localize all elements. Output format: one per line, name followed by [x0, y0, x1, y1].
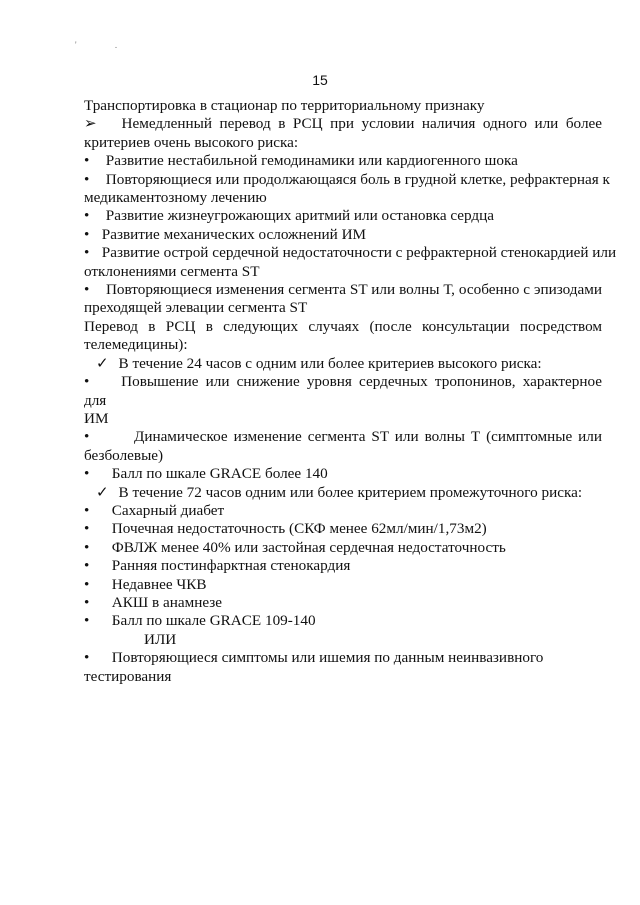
- list-item: [84, 520, 602, 538]
- bullet-icon: •: [84, 373, 90, 391]
- bullet-icon: •: [84, 244, 90, 262]
- bullet-icon: •: [84, 207, 90, 225]
- list-item-text: АКШ в анамнезе: [111, 593, 222, 611]
- list-item: [84, 152, 602, 170]
- list-item-continuation: медикаментозному лечению: [84, 189, 267, 207]
- list-item-text: Немедленный перевод в РСЦ при условии наличия одного или более: [121, 115, 602, 133]
- list-item: [84, 281, 602, 299]
- or-separator: ИЛИ: [144, 630, 177, 648]
- list-item-text: Повышение или снижение уровня сердечных тропонинов, характерное для: [84, 373, 603, 409]
- list-item-text: Почечная недостаточность (СКФ менее 62мл/мин/1,73м2): [111, 520, 487, 538]
- bullet-icon: •: [84, 575, 90, 593]
- subsection-text: В течение 24 часов с одним или более критериев высокого риска:: [118, 354, 542, 372]
- bullet-icon: •: [84, 612, 90, 630]
- bullet-icon: •: [84, 152, 90, 170]
- bullet-icon: •: [84, 649, 90, 667]
- bullet-icon: •: [84, 170, 90, 188]
- list-item-text: Развитие острой сердечной недостаточности с рефрактерной стенокардией или: [101, 244, 617, 262]
- list-item: [84, 465, 602, 483]
- page-body: [84, 97, 617, 686]
- list-item: [84, 226, 602, 244]
- scan-speck: ' .: [75, 40, 136, 50]
- list-item-text: Балл по шкале GRACE 109-140: [111, 612, 316, 630]
- list-item: [84, 539, 602, 557]
- list-item-continuation: ИМ: [84, 409, 109, 427]
- bullet-icon: •: [84, 501, 90, 519]
- list-item: [84, 502, 602, 520]
- list-item-text: Ранняя постинфарктная стенокардия: [111, 557, 351, 575]
- subsection-item: [84, 484, 602, 502]
- list-item-text: Развитие жизнеугрожающих аритмий или остановка сердца: [105, 207, 495, 225]
- list-item-text: Сахарный диабет: [111, 501, 225, 519]
- list-item: [84, 576, 602, 594]
- list-item: [84, 373, 602, 410]
- list-item: [84, 594, 602, 612]
- section-heading: Транспортировка в стационар по территориальному признаку: [84, 97, 485, 114]
- list-item-arrow: [84, 115, 602, 133]
- list-item-continuation: тестирования: [84, 667, 172, 685]
- page-number: 15: [312, 72, 328, 88]
- list-item: [84, 207, 602, 225]
- list-item-text: ФВЛЖ менее 40% или застойная сердечная недостаточность: [111, 538, 506, 556]
- bullet-icon: •: [84, 520, 90, 538]
- bullet-icon: •: [84, 281, 90, 299]
- list-item-text: Динамическое изменение сегмента ST или волны Т (симптомные или: [133, 428, 602, 446]
- check-icon: ✓: [96, 354, 109, 372]
- subsection-text: В течение 72 часов одним или более критерием промежуточного риска:: [118, 483, 583, 501]
- list-item: [84, 649, 602, 667]
- subsection-item: [84, 355, 602, 373]
- bullet-icon: •: [84, 225, 90, 243]
- list-item-text: Повторяющиеся симптомы или ишемия по данным неинвазивного: [111, 649, 544, 667]
- list-item-text: Повторяющиеся или продолжающаяся боль в грудной клетке, рефрактерная к: [105, 170, 610, 188]
- list-item-continuation: критериев очень высокого риска:: [84, 133, 299, 151]
- bullet-icon: •: [84, 557, 90, 575]
- check-icon: ✓: [96, 483, 109, 501]
- list-item: [84, 557, 602, 575]
- list-item-continuation: безболевые): [84, 446, 164, 464]
- list-item: [84, 428, 602, 446]
- paragraph-line: Перевод в РСЦ в следующих случаях (после консультации посредством: [84, 317, 602, 335]
- arrow-icon: ➢: [84, 115, 97, 133]
- bullet-icon: •: [84, 593, 90, 611]
- list-item: [84, 612, 602, 630]
- bullet-icon: •: [84, 465, 90, 483]
- list-item: [84, 244, 617, 262]
- list-item-continuation: преходящей элевации сегмента ST: [84, 299, 308, 317]
- list-item: [84, 170, 610, 189]
- bullet-icon: •: [84, 428, 90, 446]
- list-item-text: Повторяющиеся изменения сегмента ST или волны Т, особенно с эпизодами: [105, 281, 602, 299]
- list-item-continuation: отклонениями сегмента ST: [84, 262, 260, 280]
- list-item-text: Балл по шкале GRACE более 140: [111, 465, 328, 483]
- list-item-text: Развитие механических осложнений ИМ: [101, 225, 367, 243]
- list-item-text: Недавнее ЧКВ: [111, 575, 207, 593]
- list-item-text: Развитие нестабильной гемодинамики или кардиогенного шока: [105, 152, 518, 170]
- paragraph-line: телемедицины):: [84, 336, 188, 354]
- bullet-icon: •: [84, 538, 90, 556]
